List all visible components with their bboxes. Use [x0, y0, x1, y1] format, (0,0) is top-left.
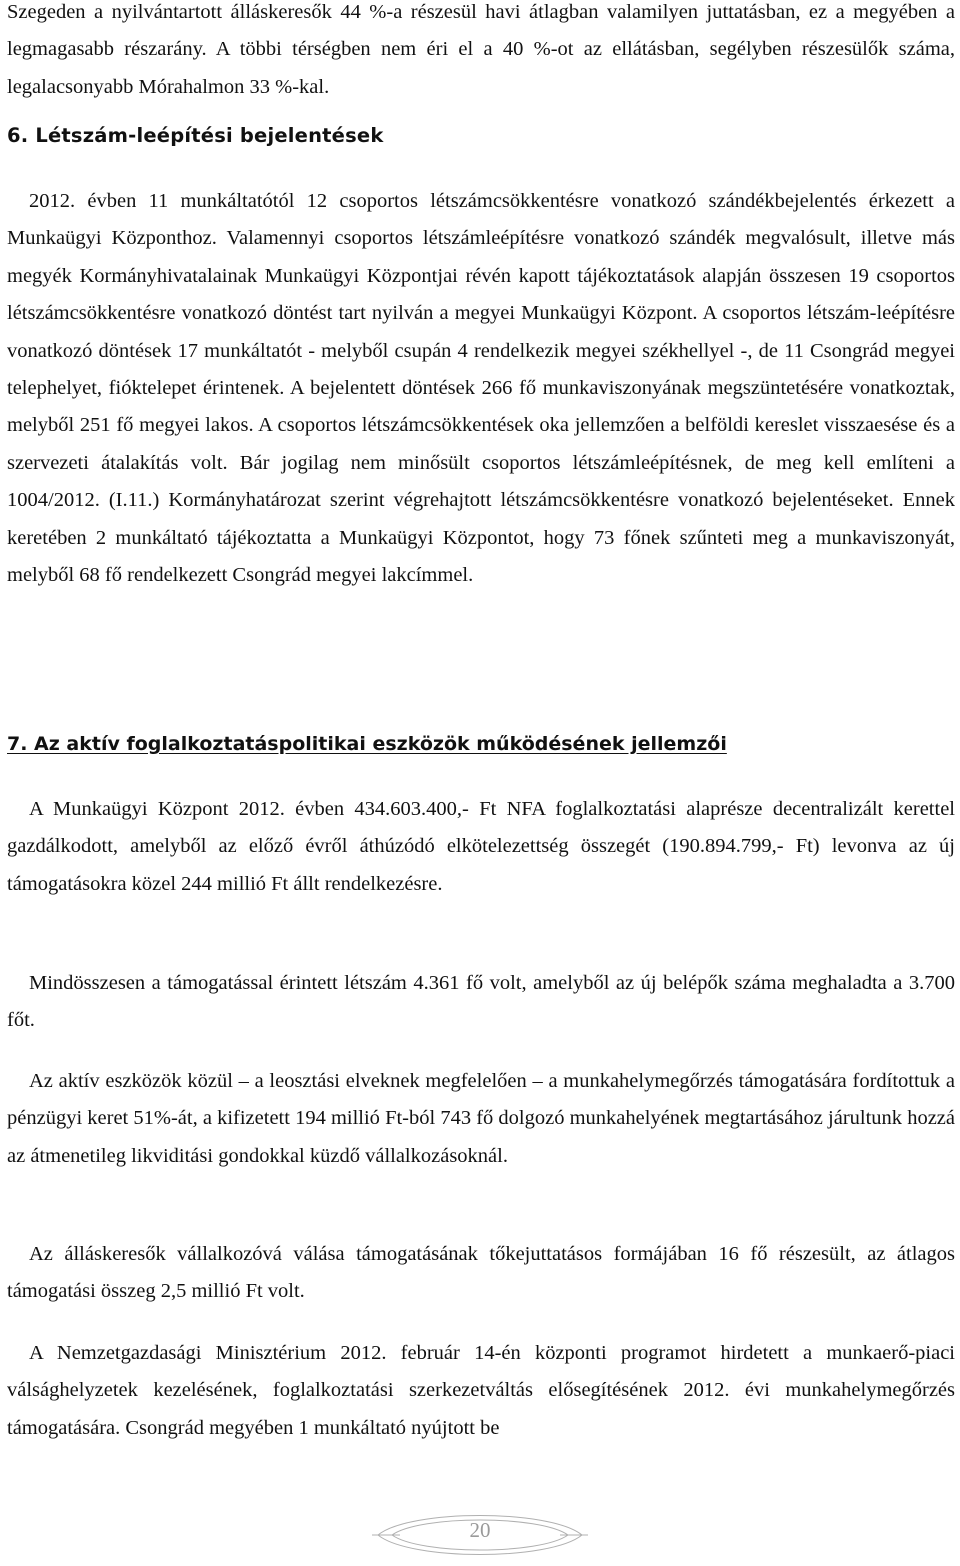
paragraph-unemployment-benefits: Szegeden a nyilvántartott álláskeresők 44 %-a részesül havi átlagban valamilyen juttatásban, ez a megyében a legmagasabb részarány. A többi térségben nem éri el a 40 %-ot az ellátásban, segélyben részesülők száma, legalacsonyabb Mórahalmon 33 %-kal.: [7, 1, 955, 98]
page-footer: [370, 1505, 590, 1561]
paragraph-ministry-program: A Nemzetgazdasági Minisztérium 2012. február 14-én központi programot hirdetett a munkaerő-piaci válsághelyzetek kezelésének, foglalkoztatási szerkezetváltás elősegítésének 2012. évi munkahelymegőrzés támogatására. Csongrád megyében 1 munkáltató nyújtott be: [7, 1342, 955, 1439]
paragraph-job-retention: Az aktív eszközök közül – a leosztási elveknek megfelelően – a munkahelymegőrzés támogatására fordítottuk a pénzügyi keret 51%-át, a kifizetett 194 millió Ft-ból 743 fő dolgozó munkahelyének megtartásához járultunk hozzá az átmenetileg likviditási gondokkal küzdő vállalkozásoknál.: [7, 1070, 955, 1167]
paragraph-budget: A Munkaügyi Központ 2012. évben 434.603.400,- Ft NFA foglalkoztatási alaprésze decentralizált kerettel gazdálkodott, amelyből az előző évről áthúzódó elkötelezettség összegét (190.894.799,- Ft) levonva az új támogatásokra közel 244 millió Ft állt rendelkezésre.: [7, 798, 955, 895]
section-heading-7: 7. Az aktív foglalkoztatáspolitikai eszközök működésének jellemzői: [7, 733, 727, 755]
paragraph-layoff-announcements: 2012. évben 11 munkáltatótól 12 csoportos létszámcsökkentésre vonatkozó szándékbejelentés érkezett a Munkaügyi Központhoz. Valamennyi csoportos létszámleépítésre vonatkozó szándék megvalósult, illetve más megyék Kormányhivatalainak Munkaügyi Központjai révén kapott tájékoztatások alapján összesen 19 csoportos létszámcsökkentésre vonatkozó döntést tart nyilván a megyei Munkaügyi Központ. A csoportos létszám-leépítésre vonatkozó döntések 17 munkáltatót - melyből csupán 4 rendelkezik megyei székhellyel -, de 11 Csongrád megyei telephelyet, fióktelepet érintenek. A bejelentett döntések 266 fő munkaviszonyának megszüntetésére vonatkoztak, melyből 251 fő megyei lakos. A csoportos létszámcsökkentések oka jellemzően a belföldi kereslet visszaesése és a szervezeti átalakítás volt. Bár jogilag nem minősült csoportos létszámleépítésnek, de meg kell említeni a 1004/2012. (I.11.) Kormányhatározat szerint végrehajtott létszámcsökkentésre vonatkozó bejelentéseket. Ennek keretében 2 munkáltató tájékoztatta a Munkaügyi Központot, hogy 73 főnek szűnteti meg a munkaviszonyát, melyből 68 fő rendelkezett Csongrád megyei lakcímmel.: [7, 190, 955, 587]
page-number: 20: [469, 1518, 491, 1542]
section-heading-6: 6. Létszám-leépítési bejelentések: [7, 124, 384, 147]
paragraph-total-headcount: Mindösszesen a támogatással érintett létszám 4.361 fő volt, amelyből az új belépők száma meghaladta a 3.700 főt.: [7, 972, 955, 1032]
paragraph-entrepreneurship: Az álláskeresők vállalkozóvá válása támogatásának tőkejuttatásos formájában 16 fő részesült, az átlagos támogatási összeg 2,5 millió Ft volt.: [7, 1243, 955, 1303]
